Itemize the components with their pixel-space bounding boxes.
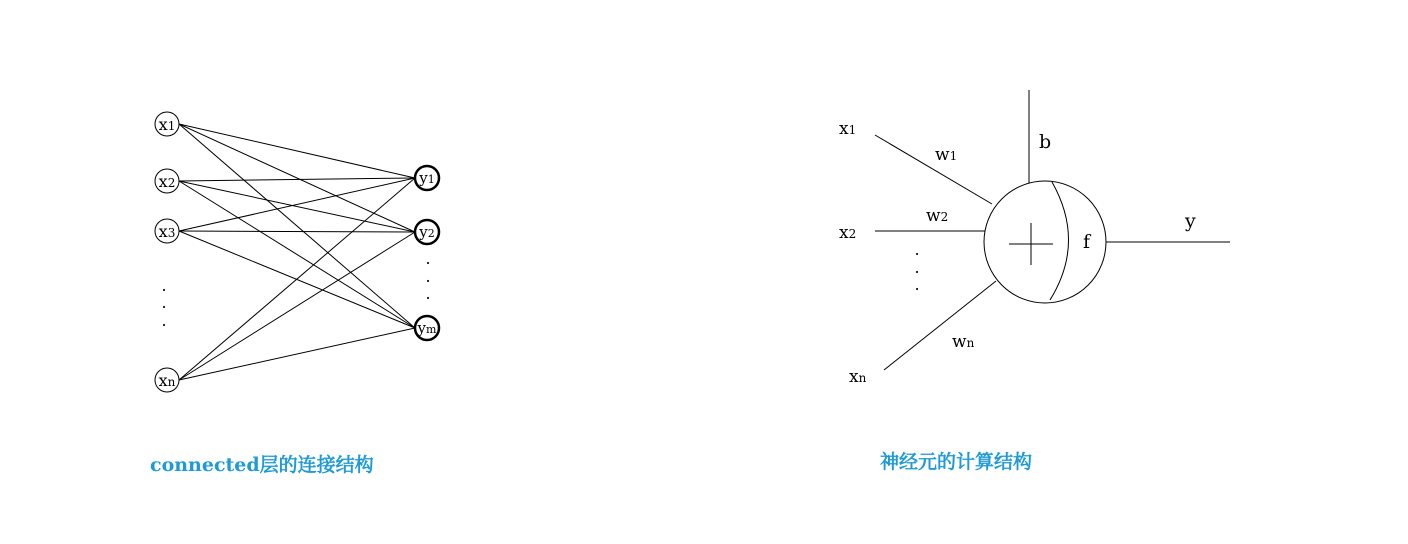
input-label-2: x2 <box>158 172 176 191</box>
neuron-input-label-2: x2 <box>839 223 857 243</box>
edge-x4-y3 <box>179 328 415 380</box>
input-line-n <box>884 281 996 370</box>
input-ellipsis <box>161 276 166 330</box>
neuron-input-label-n: xn <box>849 367 867 387</box>
output-label-1: y1 <box>419 169 435 187</box>
bias-label: b <box>1039 131 1052 153</box>
svg-text:.: . <box>161 311 167 330</box>
svg-text:.: . <box>425 284 431 303</box>
right-caption: 神经元的计算结构 <box>880 451 1033 473</box>
output-label: y <box>1185 210 1196 232</box>
weight-label-n: wn <box>952 332 975 352</box>
output-ellipsis <box>425 249 430 303</box>
activation-label: f <box>1083 231 1091 253</box>
edge-x4-y1 <box>179 178 415 380</box>
edge-x1-y1 <box>179 124 415 178</box>
input-line-1 <box>875 135 992 204</box>
svg-text:.: . <box>425 249 431 268</box>
edge-x3-y1 <box>179 178 415 231</box>
edge-x2-y2 <box>179 181 415 232</box>
output-label-3: ym <box>417 319 437 337</box>
layer-nodes <box>155 112 439 392</box>
weight-label-2: w2 <box>926 206 949 226</box>
svg-text:.: . <box>914 258 920 277</box>
neuron-diagram <box>839 90 1230 387</box>
input-label-3: x3 <box>158 222 176 241</box>
svg-text:.: . <box>914 240 920 259</box>
neuron-input-label-1: x1 <box>839 119 857 139</box>
weight-label-1: w1 <box>935 145 958 165</box>
edge-x1-y3 <box>179 124 415 328</box>
full-connection-edges <box>179 124 415 380</box>
edge-x3-y2 <box>179 231 415 232</box>
input-label-4: xn <box>158 371 176 390</box>
input-label-1: x1 <box>158 115 176 134</box>
left-caption: connected层的连接结构 <box>150 454 374 476</box>
svg-text:.: . <box>161 293 167 312</box>
svg-text:.: . <box>425 267 431 286</box>
neuron-input-ellipsis <box>914 240 919 294</box>
svg-text:.: . <box>914 275 920 294</box>
output-label-2: y2 <box>419 223 435 241</box>
svg-text:.: . <box>161 276 167 295</box>
